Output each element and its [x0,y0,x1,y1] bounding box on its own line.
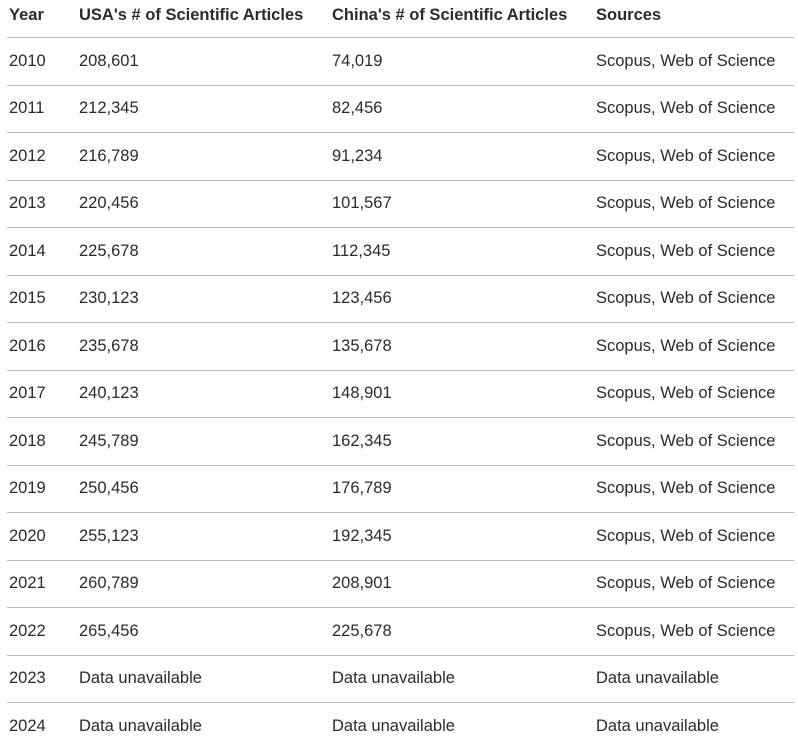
cell-usa-articles: 225,678 [79,241,139,260]
cell-china-articles: 82,456 [332,99,383,118]
table-row [7,133,794,181]
cell-sources: Scopus, Web of Science [596,146,776,165]
cell-sources: Scopus, Web of Science [596,574,776,593]
cell-usa-articles: 216,789 [79,146,139,165]
cell-sources: Scopus, Web of Science [596,51,776,70]
cell-sources: Scopus, Web of Science [596,621,776,640]
cell-china-articles: Data unavailable [332,669,455,688]
cell-usa-articles: Data unavailable [79,669,202,688]
cell-year: 2013 [9,194,46,213]
cell-china-articles: 123,456 [332,289,392,308]
cell-year: 2014 [9,241,46,260]
cell-sources: Scopus, Web of Science [596,99,776,118]
cell-year: 2021 [9,574,46,593]
header-year: Year [9,5,44,24]
cell-sources: Scopus, Web of Science [596,384,776,403]
cell-sources: Scopus, Web of Science [596,194,776,213]
cell-china-articles: 176,789 [332,479,392,498]
cell-sources: Scopus, Web of Science [596,241,776,260]
cell-sources: Scopus, Web of Science [596,526,776,545]
table-row [7,180,794,228]
table-header-row [7,0,794,38]
cell-sources: Scopus, Web of Science [596,289,776,308]
cell-year: 2023 [9,669,46,688]
header-usa-articles: USA's # of Scientific Articles [79,5,304,24]
cell-usa-articles: 255,123 [79,526,139,545]
cell-usa-articles: 260,789 [79,574,139,593]
cell-china-articles: 135,678 [332,336,392,355]
cell-usa-articles: 212,345 [79,99,139,118]
cell-year: 2022 [9,621,46,640]
cell-sources: Data unavailable [596,669,719,688]
cell-usa-articles: Data unavailable [79,716,202,735]
cell-china-articles: Data unavailable [332,716,455,735]
table-row [7,513,794,561]
cell-sources: Scopus, Web of Science [596,431,776,450]
table-row [7,608,794,656]
cell-year: 2020 [9,526,46,545]
table-row [7,323,794,371]
cell-usa-articles: 245,789 [79,431,139,450]
table-row [7,418,794,466]
header-china-articles: China's # of Scientific Articles [332,5,568,24]
table-row [7,465,794,513]
cell-sources: Data unavailable [596,716,719,735]
table-row [7,275,794,323]
cell-usa-articles: 235,678 [79,336,139,355]
cell-year: 2010 [9,51,46,70]
cell-year: 2015 [9,289,46,308]
cell-year: 2017 [9,384,46,403]
cell-year: 2012 [9,146,46,165]
cell-usa-articles: 240,123 [79,384,139,403]
table-row [7,38,794,86]
cell-year: 2019 [9,479,46,498]
cell-china-articles: 91,234 [332,146,383,165]
cell-year: 2011 [9,99,45,118]
cell-china-articles: 192,345 [332,526,392,545]
cell-china-articles: 112,345 [332,241,391,260]
cell-china-articles: 225,678 [332,621,392,640]
table-row [7,228,794,276]
table-row [7,703,794,750]
table-row [7,655,794,703]
cell-usa-articles: 208,601 [79,51,139,70]
cell-china-articles: 162,345 [332,431,392,450]
cell-usa-articles: 250,456 [79,479,139,498]
header-sources: Sources [596,5,662,24]
cell-usa-articles: 220,456 [79,194,139,213]
cell-sources: Scopus, Web of Science [596,336,776,355]
cell-usa-articles: 230,123 [79,289,139,308]
cell-china-articles: 148,901 [332,384,392,403]
table-row [7,85,794,133]
table-row [7,560,794,608]
cell-china-articles: 208,901 [332,574,392,593]
cell-china-articles: 74,019 [332,51,383,70]
cell-year: 2024 [9,716,46,735]
table-body [7,38,794,750]
cell-year: 2018 [9,431,46,450]
scientific-articles-table [7,0,794,750]
cell-year: 2016 [9,336,46,355]
cell-sources: Scopus, Web of Science [596,479,776,498]
cell-usa-articles: 265,456 [79,621,139,640]
table-row [7,370,794,418]
cell-china-articles: 101,567 [332,194,392,213]
